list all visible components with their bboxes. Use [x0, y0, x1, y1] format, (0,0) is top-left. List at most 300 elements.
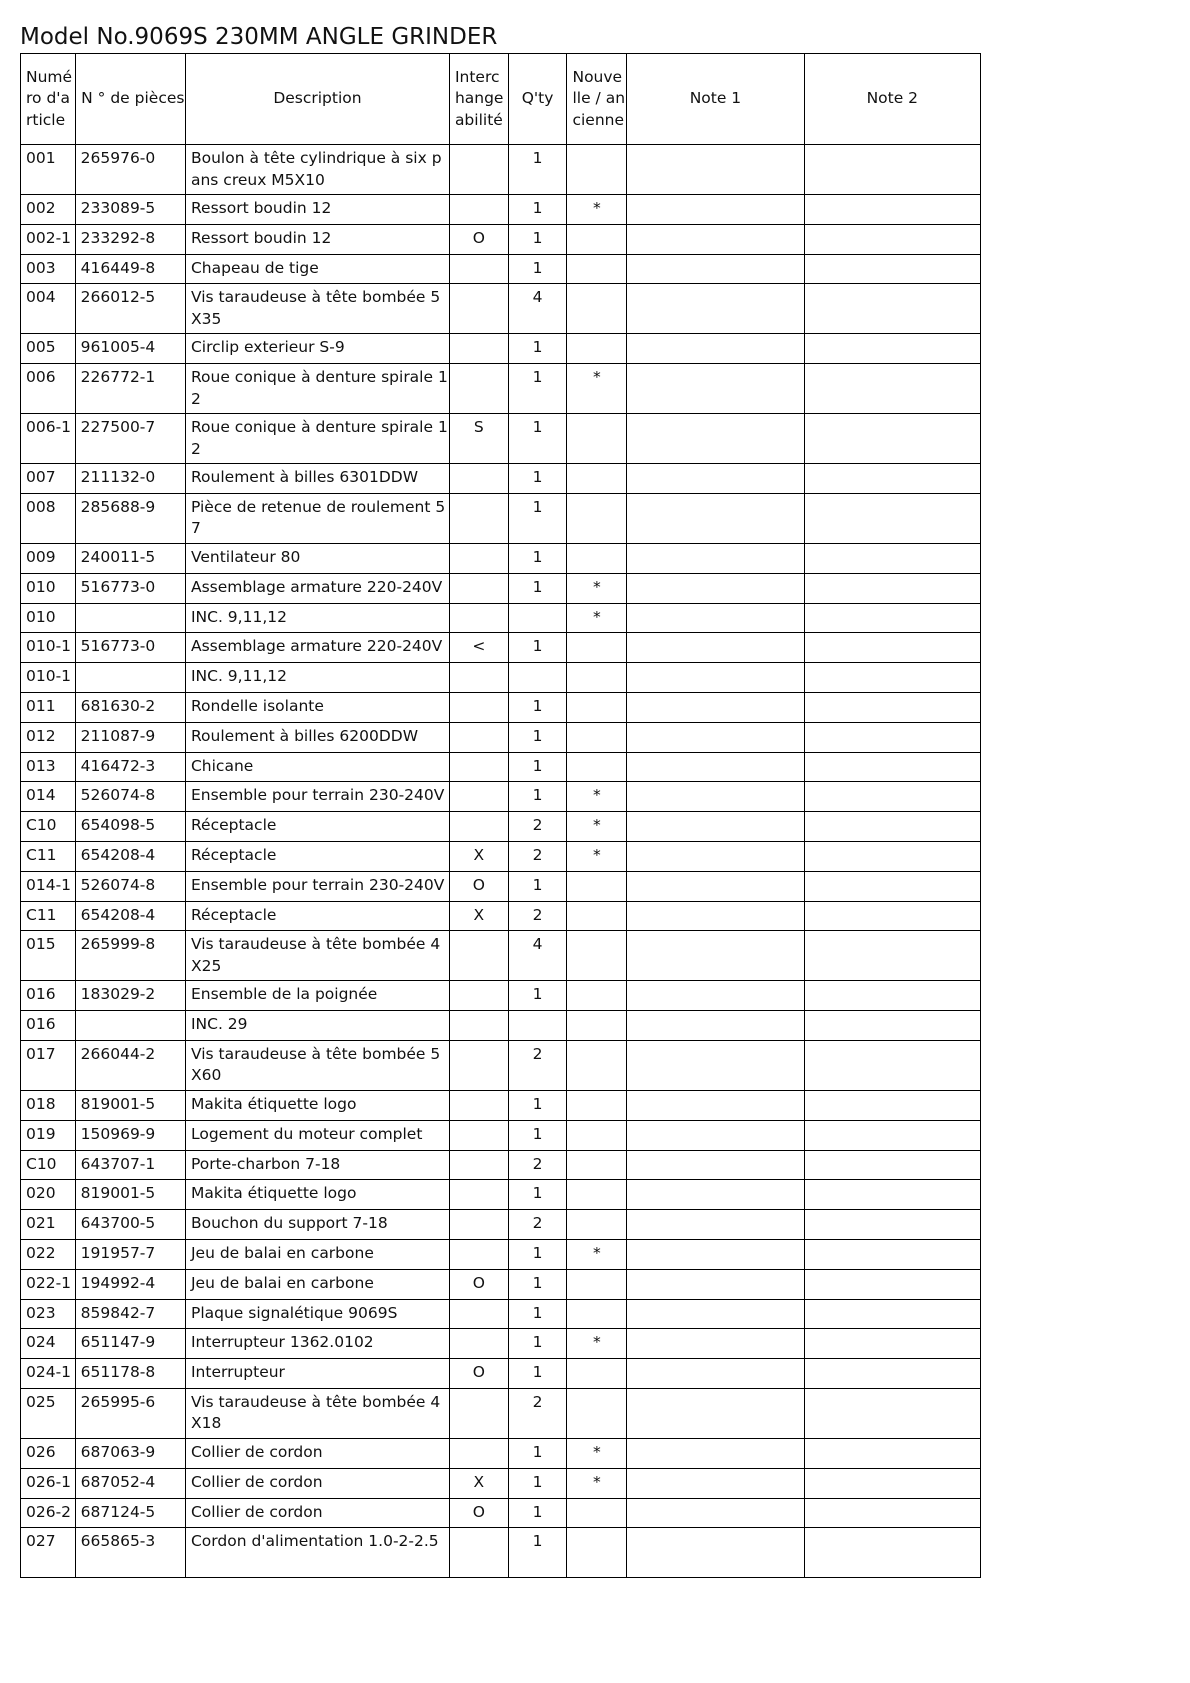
cell-interchangeability [449, 722, 508, 752]
cell-new-old [567, 224, 627, 254]
cell-interchangeability [449, 543, 508, 573]
cell-part-number: 211087-9 [75, 722, 185, 752]
cell-note-2 [804, 782, 980, 812]
cell-qty: 1 [508, 1329, 567, 1359]
cell-part-number: 211132-0 [75, 464, 185, 494]
table-row [21, 1150, 981, 1180]
table-row [21, 1359, 981, 1389]
cell-description: Roulement à billes 6200DDW [185, 722, 449, 752]
cell-part-number: 266012-5 [75, 284, 185, 334]
cell-description: INC. 9,11,12 [185, 663, 449, 693]
cell-description: Chicane [185, 752, 449, 782]
cell-interchangeability [449, 752, 508, 782]
cell-new-old [567, 1210, 627, 1240]
cell-note-1 [627, 1011, 804, 1041]
cell-note-2 [804, 224, 980, 254]
cell-part-number: 516773-0 [75, 573, 185, 603]
table-row [21, 663, 981, 693]
cell-note-2 [804, 1040, 980, 1090]
cell-note-1 [627, 1180, 804, 1210]
cell-description: Interrupteur 1362.0102 [185, 1329, 449, 1359]
cell-qty: 1 [508, 692, 567, 722]
cell-note-1 [627, 145, 804, 195]
cell-item-number: 025 [21, 1388, 76, 1438]
cell-note-1 [627, 1040, 804, 1090]
cell-part-number: 643700-5 [75, 1210, 185, 1240]
cell-new-old [567, 1040, 627, 1090]
cell-note-2 [804, 841, 980, 871]
cell-note-2 [804, 414, 980, 464]
cell-new-old [567, 722, 627, 752]
cell-item-number: 027 [21, 1528, 76, 1578]
table-row [21, 1468, 981, 1498]
cell-description: Roulement à billes 6301DDW [185, 464, 449, 494]
cell-interchangeability [449, 603, 508, 633]
cell-description: Interrupteur [185, 1359, 449, 1389]
cell-new-old [567, 1180, 627, 1210]
cell-interchangeability [449, 692, 508, 722]
cell-interchangeability: O [449, 224, 508, 254]
table-row [21, 1040, 981, 1090]
cell-note-1 [627, 931, 804, 981]
cell-item-number: 026 [21, 1438, 76, 1468]
cell-note-1 [627, 1269, 804, 1299]
table-row [21, 1011, 981, 1041]
cell-note-2 [804, 254, 980, 284]
cell-description: Circlip exterieur S-9 [185, 334, 449, 364]
cell-interchangeability [449, 254, 508, 284]
cell-item-number: 002 [21, 195, 76, 225]
cell-new-old [567, 1090, 627, 1120]
cell-interchangeability [449, 195, 508, 225]
table-row [21, 1180, 981, 1210]
cell-part-number: 643707-1 [75, 1150, 185, 1180]
table-row [21, 464, 981, 494]
cell-interchangeability: X [449, 841, 508, 871]
cell-description: Bouchon du support 7-18 [185, 1210, 449, 1240]
cell-item-number: 024-1 [21, 1359, 76, 1389]
cell-new-old: * [567, 1468, 627, 1498]
cell-note-2 [804, 1299, 980, 1329]
table-row [21, 1329, 981, 1359]
cell-note-2 [804, 464, 980, 494]
cell-qty: 1 [508, 1528, 567, 1578]
cell-part-number: 654098-5 [75, 812, 185, 842]
cell-item-number: 004 [21, 284, 76, 334]
cell-new-old [567, 1528, 627, 1578]
cell-interchangeability [449, 1329, 508, 1359]
cell-interchangeability [449, 1299, 508, 1329]
cell-description: INC. 29 [185, 1011, 449, 1041]
cell-note-1 [627, 722, 804, 752]
cell-interchangeability: X [449, 901, 508, 931]
cell-description: Vis taraudeuse à tête bombée 4X25 [185, 931, 449, 981]
cell-qty: 1 [508, 1180, 567, 1210]
cell-note-1 [627, 1299, 804, 1329]
cell-qty: 1 [508, 1468, 567, 1498]
cell-description: Makita étiquette logo [185, 1090, 449, 1120]
cell-new-old [567, 414, 627, 464]
cell-note-1 [627, 1239, 804, 1269]
table-row [21, 493, 981, 543]
table-row [21, 1528, 981, 1578]
header-qty: Q'ty [508, 54, 567, 145]
cell-item-number: 018 [21, 1090, 76, 1120]
cell-interchangeability [449, 812, 508, 842]
cell-interchangeability: O [449, 1269, 508, 1299]
cell-new-old: * [567, 1239, 627, 1269]
cell-interchangeability [449, 493, 508, 543]
cell-part-number: 194992-4 [75, 1269, 185, 1299]
cell-note-1 [627, 1359, 804, 1389]
cell-new-old [567, 1011, 627, 1041]
cell-note-1 [627, 364, 804, 414]
cell-item-number: 026-1 [21, 1468, 76, 1498]
table-row [21, 901, 981, 931]
cell-item-number: 007 [21, 464, 76, 494]
header-new-old: Nouvelle / ancienne [567, 54, 627, 145]
cell-new-old [567, 1150, 627, 1180]
cell-note-1 [627, 841, 804, 871]
cell-qty: 2 [508, 841, 567, 871]
cell-qty: 1 [508, 1498, 567, 1528]
cell-description: Vis taraudeuse à tête bombée 5X60 [185, 1040, 449, 1090]
table-header-row [21, 54, 981, 145]
cell-interchangeability [449, 284, 508, 334]
cell-description: Rondelle isolante [185, 692, 449, 722]
cell-note-1 [627, 692, 804, 722]
cell-qty: 4 [508, 284, 567, 334]
cell-item-number: 023 [21, 1299, 76, 1329]
table-row [21, 1299, 981, 1329]
cell-new-old: * [567, 782, 627, 812]
cell-note-2 [804, 573, 980, 603]
cell-qty: 2 [508, 901, 567, 931]
cell-note-1 [627, 981, 804, 1011]
cell-note-2 [804, 1329, 980, 1359]
table-row [21, 1090, 981, 1120]
cell-note-1 [627, 195, 804, 225]
cell-part-number: 191957-7 [75, 1239, 185, 1269]
cell-part-number: 654208-4 [75, 901, 185, 931]
table-row [21, 782, 981, 812]
parts-table [20, 53, 981, 1578]
cell-item-number: 012 [21, 722, 76, 752]
cell-note-2 [804, 633, 980, 663]
cell-note-2 [804, 663, 980, 693]
cell-note-2 [804, 752, 980, 782]
cell-interchangeability [449, 1180, 508, 1210]
cell-note-1 [627, 414, 804, 464]
cell-qty: 1 [508, 981, 567, 1011]
cell-new-old [567, 901, 627, 931]
cell-note-2 [804, 1120, 980, 1150]
cell-note-1 [627, 901, 804, 931]
cell-description: Assemblage armature 220-240V [185, 573, 449, 603]
header-description: Description [185, 54, 449, 145]
cell-description: Roue conique à denture spirale 12 [185, 414, 449, 464]
cell-note-2 [804, 1468, 980, 1498]
cell-new-old: * [567, 603, 627, 633]
cell-part-number: 819001-5 [75, 1090, 185, 1120]
cell-interchangeability [449, 1239, 508, 1269]
cell-qty: 2 [508, 1040, 567, 1090]
cell-part-number: 266044-2 [75, 1040, 185, 1090]
cell-note-2 [804, 543, 980, 573]
cell-description: Collier de cordon [185, 1468, 449, 1498]
cell-new-old: * [567, 573, 627, 603]
cell-note-2 [804, 364, 980, 414]
cell-interchangeability [449, 364, 508, 414]
cell-note-1 [627, 1150, 804, 1180]
cell-note-1 [627, 1388, 804, 1438]
cell-new-old [567, 752, 627, 782]
cell-new-old [567, 1388, 627, 1438]
cell-part-number: 687124-5 [75, 1498, 185, 1528]
cell-note-1 [627, 284, 804, 334]
cell-description: Chapeau de tige [185, 254, 449, 284]
cell-new-old [567, 1498, 627, 1528]
cell-note-2 [804, 145, 980, 195]
cell-note-1 [627, 1468, 804, 1498]
cell-qty: 1 [508, 1090, 567, 1120]
cell-part-number [75, 1011, 185, 1041]
cell-part-number: 859842-7 [75, 1299, 185, 1329]
cell-interchangeability: X [449, 1468, 508, 1498]
cell-part-number: 687052-4 [75, 1468, 185, 1498]
cell-description: Ensemble pour terrain 230-240V [185, 871, 449, 901]
cell-note-2 [804, 1090, 980, 1120]
cell-item-number: 013 [21, 752, 76, 782]
cell-part-number: 687063-9 [75, 1438, 185, 1468]
cell-note-1 [627, 254, 804, 284]
cell-description: Ressort boudin 12 [185, 195, 449, 225]
cell-note-2 [804, 1528, 980, 1578]
cell-new-old [567, 931, 627, 981]
cell-qty: 1 [508, 254, 567, 284]
cell-note-1 [627, 782, 804, 812]
cell-qty: 1 [508, 493, 567, 543]
cell-qty: 1 [508, 1359, 567, 1389]
cell-description: Porte-charbon 7-18 [185, 1150, 449, 1180]
cell-qty: 1 [508, 1299, 567, 1329]
cell-note-2 [804, 1011, 980, 1041]
cell-description: Vis taraudeuse à tête bombée 4X18 [185, 1388, 449, 1438]
cell-note-2 [804, 1239, 980, 1269]
cell-interchangeability [449, 573, 508, 603]
cell-interchangeability [449, 1150, 508, 1180]
cell-qty: 1 [508, 1269, 567, 1299]
cell-interchangeability [449, 334, 508, 364]
cell-part-number: 819001-5 [75, 1180, 185, 1210]
table-row [21, 195, 981, 225]
cell-interchangeability [449, 782, 508, 812]
cell-description: Assemblage armature 220-240V [185, 633, 449, 663]
cell-description: Ressort boudin 12 [185, 224, 449, 254]
cell-item-number: C10 [21, 812, 76, 842]
cell-part-number: 226772-1 [75, 364, 185, 414]
cell-note-1 [627, 812, 804, 842]
cell-qty: 2 [508, 812, 567, 842]
cell-item-number: 006-1 [21, 414, 76, 464]
cell-qty: 1 [508, 722, 567, 752]
cell-qty: 1 [508, 414, 567, 464]
cell-new-old [567, 871, 627, 901]
cell-interchangeability [449, 981, 508, 1011]
cell-note-2 [804, 931, 980, 981]
cell-note-1 [627, 334, 804, 364]
cell-item-number: 010 [21, 603, 76, 633]
cell-interchangeability [449, 1438, 508, 1468]
cell-qty: 2 [508, 1388, 567, 1438]
cell-description: Plaque signalétique 9069S [185, 1299, 449, 1329]
cell-part-number: 961005-4 [75, 334, 185, 364]
cell-item-number: 022-1 [21, 1269, 76, 1299]
table-row [21, 931, 981, 981]
cell-item-number: 003 [21, 254, 76, 284]
cell-item-number: 010-1 [21, 633, 76, 663]
cell-qty: 1 [508, 1438, 567, 1468]
cell-description: INC. 9,11,12 [185, 603, 449, 633]
table-row [21, 1498, 981, 1528]
cell-item-number: 024 [21, 1329, 76, 1359]
cell-note-1 [627, 752, 804, 782]
cell-part-number: 240011-5 [75, 543, 185, 573]
cell-new-old: * [567, 195, 627, 225]
cell-note-2 [804, 981, 980, 1011]
cell-description: Ensemble de la poignée [185, 981, 449, 1011]
cell-item-number: 005 [21, 334, 76, 364]
cell-new-old: * [567, 1438, 627, 1468]
cell-part-number: 516773-0 [75, 633, 185, 663]
cell-qty: 4 [508, 931, 567, 981]
cell-note-2 [804, 871, 980, 901]
cell-item-number: C11 [21, 901, 76, 931]
cell-item-number: 002-1 [21, 224, 76, 254]
cell-qty: 1 [508, 145, 567, 195]
cell-note-2 [804, 1180, 980, 1210]
cell-item-number: 022 [21, 1239, 76, 1269]
cell-description: Roue conique à denture spirale 12 [185, 364, 449, 414]
cell-item-number: 017 [21, 1040, 76, 1090]
cell-interchangeability [449, 663, 508, 693]
cell-part-number: 265995-6 [75, 1388, 185, 1438]
table-row [21, 1388, 981, 1438]
cell-description: Vis taraudeuse à tête bombée 5X35 [185, 284, 449, 334]
table-row [21, 224, 981, 254]
cell-new-old: * [567, 1329, 627, 1359]
cell-note-2 [804, 1388, 980, 1438]
cell-interchangeability [449, 1120, 508, 1150]
cell-description: Boulon à tête cylindrique à six pans creux M5X10 [185, 145, 449, 195]
cell-part-number: 681630-2 [75, 692, 185, 722]
cell-item-number: 016 [21, 981, 76, 1011]
cell-new-old [567, 1299, 627, 1329]
table-row [21, 254, 981, 284]
cell-note-1 [627, 1090, 804, 1120]
cell-qty [508, 603, 567, 633]
cell-qty: 1 [508, 464, 567, 494]
cell-item-number: 019 [21, 1120, 76, 1150]
table-row [21, 284, 981, 334]
cell-description: Pièce de retenue de roulement 57 [185, 493, 449, 543]
table-row [21, 752, 981, 782]
cell-description: Logement du moteur complet [185, 1120, 449, 1150]
cell-item-number: 001 [21, 145, 76, 195]
cell-item-number: 020 [21, 1180, 76, 1210]
cell-part-number: 651147-9 [75, 1329, 185, 1359]
cell-new-old [567, 254, 627, 284]
cell-new-old: * [567, 841, 627, 871]
cell-note-1 [627, 224, 804, 254]
cell-note-2 [804, 1269, 980, 1299]
cell-new-old [567, 981, 627, 1011]
cell-qty: 2 [508, 1150, 567, 1180]
cell-part-number: 233292-8 [75, 224, 185, 254]
cell-new-old: * [567, 364, 627, 414]
cell-interchangeability [449, 464, 508, 494]
cell-item-number: 011 [21, 692, 76, 722]
table-row [21, 1210, 981, 1240]
cell-qty: 1 [508, 633, 567, 663]
cell-description: Jeu de balai en carbone [185, 1239, 449, 1269]
table-row [21, 603, 981, 633]
cell-part-number: 265999-8 [75, 931, 185, 981]
cell-item-number: 021 [21, 1210, 76, 1240]
cell-description: Collier de cordon [185, 1498, 449, 1528]
cell-note-1 [627, 493, 804, 543]
cell-description: Ensemble pour terrain 230-240V [185, 782, 449, 812]
cell-new-old [567, 663, 627, 693]
cell-note-2 [804, 901, 980, 931]
cell-item-number: 009 [21, 543, 76, 573]
cell-note-1 [627, 573, 804, 603]
cell-note-2 [804, 1210, 980, 1240]
cell-description: Collier de cordon [185, 1438, 449, 1468]
cell-part-number: 285688-9 [75, 493, 185, 543]
table-row [21, 1438, 981, 1468]
cell-qty: 1 [508, 1239, 567, 1269]
cell-qty: 1 [508, 364, 567, 414]
cell-note-1 [627, 603, 804, 633]
cell-part-number: 416449-8 [75, 254, 185, 284]
cell-note-2 [804, 334, 980, 364]
page-title: Model No.9069S 230MM ANGLE GRINDER [20, 24, 498, 50]
table-row [21, 871, 981, 901]
header-item-number: Numéro d'article [21, 54, 76, 145]
cell-part-number: 651178-8 [75, 1359, 185, 1389]
cell-new-old: * [567, 812, 627, 842]
cell-new-old [567, 145, 627, 195]
cell-interchangeability: O [449, 871, 508, 901]
table-row [21, 573, 981, 603]
cell-part-number: 227500-7 [75, 414, 185, 464]
cell-item-number: 026-2 [21, 1498, 76, 1528]
cell-note-1 [627, 633, 804, 663]
cell-new-old [567, 284, 627, 334]
cell-part-number [75, 603, 185, 633]
cell-item-number: 010 [21, 573, 76, 603]
table-row [21, 334, 981, 364]
cell-item-number: 010-1 [21, 663, 76, 693]
cell-new-old [567, 543, 627, 573]
cell-part-number: 526074-8 [75, 782, 185, 812]
cell-qty: 1 [508, 334, 567, 364]
cell-note-1 [627, 871, 804, 901]
cell-item-number: 014-1 [21, 871, 76, 901]
cell-note-2 [804, 1359, 980, 1389]
table-row [21, 981, 981, 1011]
